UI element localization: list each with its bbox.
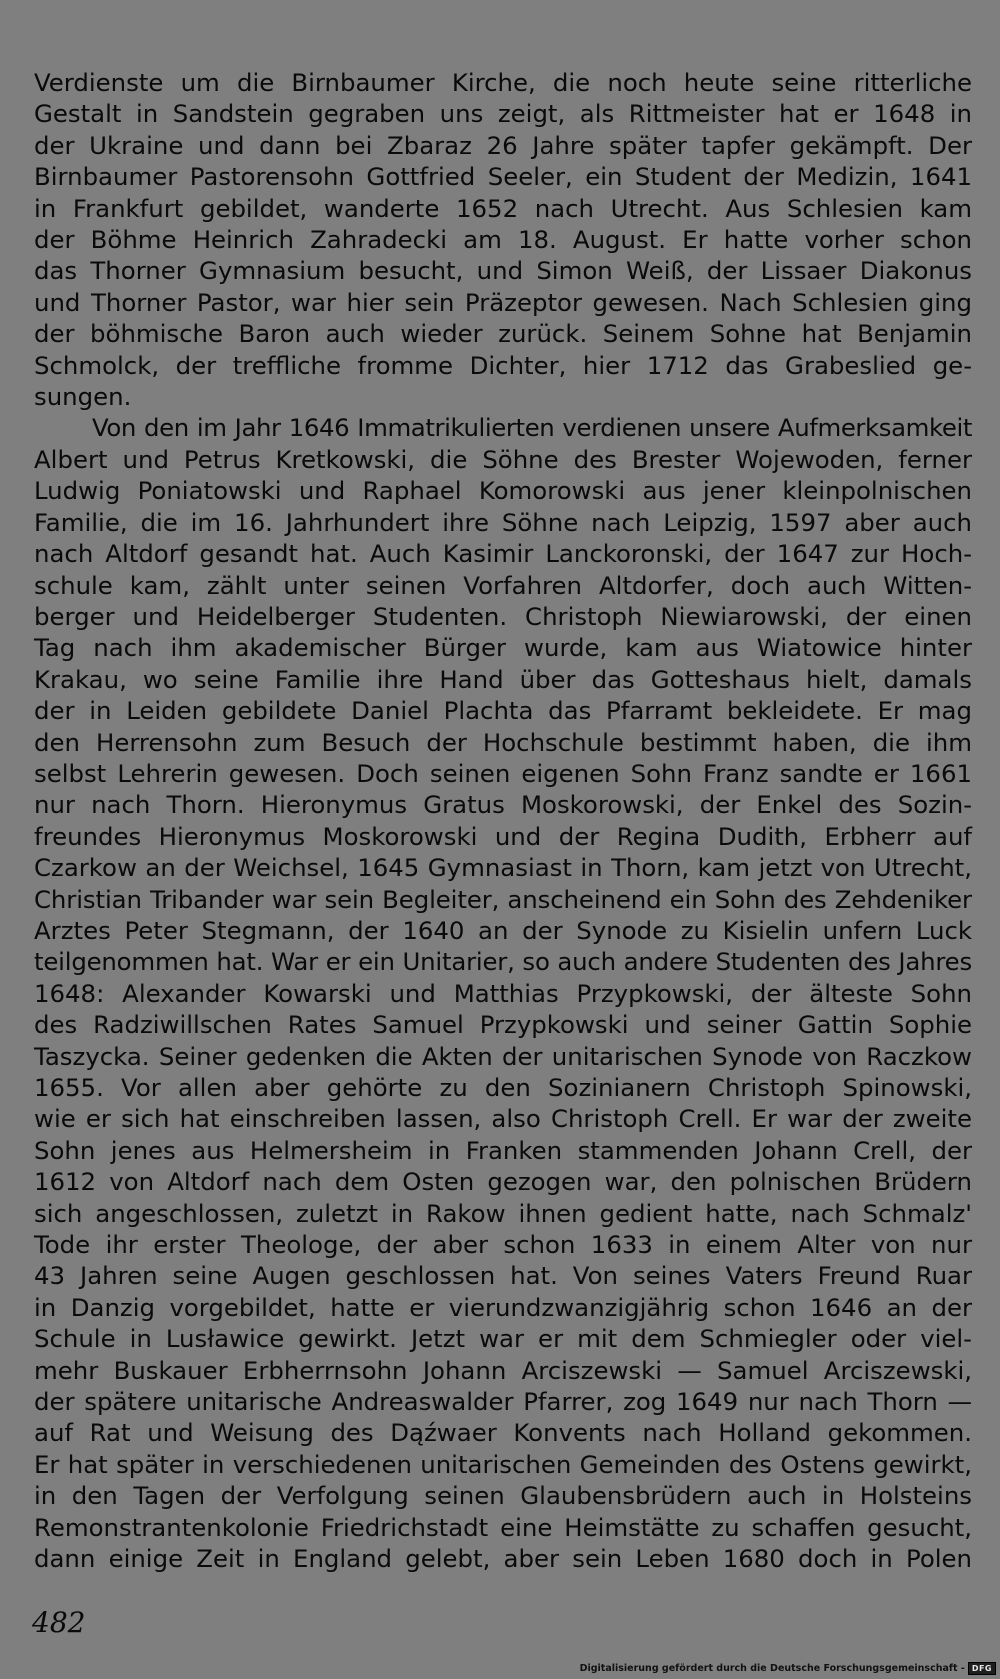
text-line: auf Rat und Weisung des Dąźwaer Konvents nach Holland gekommen.: [34, 1418, 972, 1448]
text-line: dann einige Zeit in England gelebt, aber sein Leben 1680 doch in Polen: [34, 1544, 972, 1574]
text-line: der Ukraine und dann bei Zbaraz 26 Jahre später tapfer gekämpft. Der: [34, 130, 972, 160]
text-line: selbst Lehrerin gewesen. Doch seinen eigenen Sohn Franz sandte er 1661: [34, 758, 972, 788]
text-line: Taszycka. Seiner gedenken die Akten der unitarischen Synode von Raczkow: [34, 1041, 972, 1071]
text-line: sungen.: [34, 382, 132, 412]
text-line: 43 Jahren seine Augen geschlossen hat. Von seines Vaters Freund Ruar: [34, 1261, 972, 1291]
text-line: nur nach Thorn. Hieronymus Gratus Moskorowski, der Enkel des Sozin-: [34, 790, 972, 820]
text-line: sich angeschlossen, zuletzt in Rakow ihnen gedient hatte, nach Schmalz': [34, 1198, 972, 1228]
text-line: Er hat später in verschiedenen unitarischen Gemeinden des Ostens gewirkt,: [34, 1449, 972, 1479]
text-line: das Thorner Gymnasium besucht, und Simon Weiß, der Lissaer Diakonus: [34, 256, 972, 286]
text-line: in Danzig vorgebildet, hatte er vierundzwanzigjährig schon 1646 an der: [34, 1292, 972, 1322]
text-line: der Böhme Heinrich Zahradecki am 18. August. Er hatte vorher schon: [34, 225, 972, 255]
text-line: teilgenommen hat. War er ein Unitarier, so auch andere Studenten des Jahres: [34, 947, 972, 977]
text-line: schule kam, zählt unter seinen Vorfahren Altdorfer, doch auch Witten-: [34, 570, 972, 600]
page-number: 482: [32, 1606, 86, 1639]
dfg-logo: DFG: [968, 1662, 996, 1675]
digitization-credit: [580, 1662, 996, 1675]
text-line: Albert und Petrus Kretkowski, die Söhne des Brester Wojewoden, ferner: [34, 444, 972, 474]
text-line: den Herrensohn zum Besuch der Hochschule bestimmt haben, die ihm: [34, 727, 972, 757]
text-line: Verdienste um die Birnbaumer Kirche, die noch heute seine ritterliche: [34, 68, 972, 97]
text-line: 1655. Vor allen aber gehörte zu den Sozinianern Christoph Spinowski,: [34, 1073, 972, 1102]
text-line: Schule in Lusławice gewirkt. Jetzt war er mit dem Schmiegler oder viel-: [34, 1324, 972, 1354]
text-line: berger und Heidelberger Studenten. Christoph Niewiarowski, der einen: [34, 601, 972, 631]
text-line: in den Tagen der Verfolgung seinen Glaubensbrüdern auch in Holsteins: [34, 1481, 972, 1511]
text-line: wie er sich hat einschreiben lassen, also Christoph Crell. Er war der zweite: [34, 1104, 972, 1134]
text-line: Tode ihr erster Theologe, der aber schon 1633 in einem Alter von nur: [34, 1230, 972, 1260]
text-line: 1612 von Altdorf nach dem Osten gezogen war, den polnischen Brüdern: [34, 1167, 972, 1197]
text-line: Schmolck, der treffliche fromme Dichter, hier 1712 das Grabeslied ge-: [34, 350, 972, 380]
text-line: 1648: Alexander Kowarski und Matthias Przypkowski, der älteste Sohn: [34, 978, 972, 1008]
text-line: Remonstrantenkolonie Friedrichstadt eine Heimstätte zu schaffen gesucht,: [34, 1512, 972, 1542]
paragraph-first-line: Von den im Jahr 1646 Immatrikulierten verdienen unsere Aufmerksamkeit: [92, 413, 972, 443]
text-line: Krakau, wo seine Familie ihre Hand über das Gotteshaus hielt, damals: [34, 664, 972, 694]
page-body-text: [34, 67, 972, 1575]
text-line: freundes Hieronymus Moskorowski und der Regina Dudith, Erbherr auf: [34, 821, 972, 851]
text-line: Familie, die im 16. Jahrhundert ihre Söhne nach Leipzig, 1597 aber auch: [34, 507, 972, 537]
text-line: Ludwig Poniatowski und Raphael Komorowski aus jener kleinpolnischen: [34, 476, 972, 506]
text-line: Arztes Peter Stegmann, der 1640 an der Synode zu Kisielin unfern Luck: [34, 915, 972, 945]
credit-text: Digitalisierung gefördert durch die Deutsche Forschungsgemeinschaft -: [579, 1663, 965, 1674]
text-line: Czarkow an der Weichsel, 1645 Gymnasiast in Thorn, kam jetzt von Utrecht,: [34, 853, 972, 883]
text-line: mehr Buskauer Erbherrnsohn Johann Arciszewski — Samuel Arciszewski,: [34, 1355, 972, 1385]
text-line: Sohn jenes aus Helmersheim in Franken stammenden Johann Crell, der: [34, 1135, 972, 1165]
text-line: des Radziwillschen Rates Samuel Przypkowski und seiner Gattin Sophie: [34, 1010, 972, 1040]
text-line: Gestalt in Sandstein gegraben uns zeigt, als Rittmeister hat er 1648 in: [34, 99, 972, 129]
text-line: und Thorner Pastor, war hier sein Präzeptor gewesen. Nach Schlesien ging: [34, 287, 972, 317]
text-line: der spätere unitarische Andreaswalder Pfarrer, zog 1649 nur nach Thorn —: [34, 1387, 972, 1417]
text-line: Christian Tribander war sein Begleiter, anscheinend ein Sohn des Zehdeniker: [34, 884, 972, 914]
text-line: der in Leiden gebildete Daniel Plachta das Pfarramt bekleidete. Er mag: [34, 696, 972, 726]
text-line: Tag nach ihm akademischer Bürger wurde, kam aus Wiatowice hinter: [34, 633, 972, 663]
text-line: nach Altdorf gesandt hat. Auch Kasimir Lanckoronski, der 1647 zur Hoch-: [34, 539, 972, 569]
text-line: Birnbaumer Pastorensohn Gottfried Seeler, ein Student der Medizin, 1641: [34, 162, 972, 192]
text-line: in Frankfurt gebildet, wanderte 1652 nach Utrecht. Aus Schlesien kam: [34, 193, 972, 223]
text-line: der böhmische Baron auch wieder zurück. Seinem Sohne hat Benjamin: [34, 319, 972, 349]
